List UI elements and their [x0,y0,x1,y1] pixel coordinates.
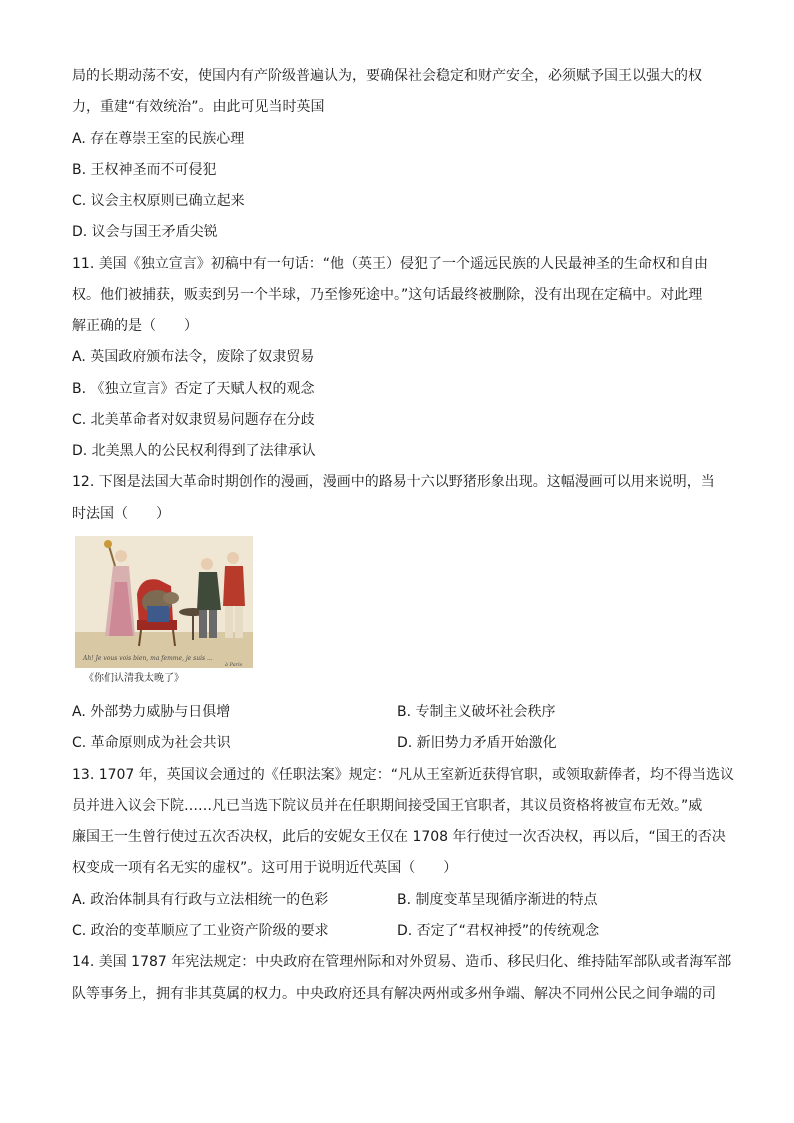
q13-stem-line: 员并进入议会下院……凡已当选下院议员并在任职期间接受国王官职者，其议员资格将被宣布无效。”威 [72,798,703,814]
q11-stem-line: 解正确的是（ ） [72,318,198,334]
q13-option-a: A. 政治体制具有行政与立法相统一的色彩 [72,892,329,908]
q11-option-a: A. 英国政府颁布法令，废除了奴隶贸易 [72,349,315,365]
q10-stem-line: 力，重建“有效统治”。由此可见当时英国 [72,99,325,115]
q11-option-b: B. 《独立宣言》否定了天赋人权的观念 [72,381,315,397]
q12-stem-line: 12. 下图是法国大革命时期创作的漫画，漫画中的路易十六以野猪形象出现。这幅漫画可以用来说明，当 [72,474,715,490]
q13-stem-line: 权变成一项有名无实的虚权”。这可用于说明近代英国（ ） [72,860,458,876]
q10-option-b: B. 王权神圣而不可侵犯 [72,162,217,178]
cartoon-signature: à Paris [225,662,243,668]
q11-stem-line: 权。他们被捕获，贩卖到另一个半球，乃至惨死途中。”这句话最终被删除，没有出现在定稿中。对此理 [72,287,703,303]
q13-option-d: D. 否定了“君权神授”的传统观念 [397,923,600,939]
q11-option-d: D. 北美黑人的公民权利得到了法律承认 [72,443,316,459]
q10-option-d: D. 议会与国王矛盾尖锐 [72,224,218,240]
q12-option-d: D. 新旧势力矛盾开始激化 [397,735,557,751]
q11-stem-line: 11. 美国《独立宣言》初稿中有一句话：“他（英王）侵犯了一个遥远民族的人民最神圣的生命权和自由 [72,256,708,272]
q10-option-a: A. 存在尊崇王室的民族心理 [72,131,245,147]
q14-stem-line: 队等事务上，拥有非其莫属的权力。中央政府还具有解决两州或多州争端、解决不同州公民之间争端的司 [72,986,716,1002]
q13-option-c: C. 政治的变革顺应了工业资产阶级的要求 [72,923,329,939]
q10-stem-line: 局的长期动荡不安，使国内有产阶级普遍认为，要确保社会稳定和财产安全，必须赋予国王以强大的权 [72,68,702,84]
q13-stem-line: 13. 1707 年，英国议会通过的《任职法案》规定：“凡从王室新近获得官职，或领取薪俸者，均不得当选议 [72,767,735,783]
cartoon-inscription: Ah! Je vous vois bien, ma femme, je suis ... [83,655,213,662]
q11-option-c: C. 北美革命者对奴隶贸易问题存在分歧 [72,412,315,428]
q13-option-b: B. 制度变革呈现循序渐进的特点 [397,892,598,908]
q10-option-c: C. 议会主权原则已确立起来 [72,193,245,209]
q12-stem-line: 时法国（ ） [72,506,170,522]
q12-option-c: C. 革命原则成为社会共识 [72,735,231,751]
q14-stem-line: 14. 美国 1787 年宪法规定：中央政府在管理州际和对外贸易、造币、移民归化、维持陆军部队或者海军部 [72,954,732,970]
q13-stem-line: 廉国王一生曾行使过五次否决权，此后的安妮女王仅在 1708 年行使过一次否决权，再以后，“国王的否决 [72,829,726,845]
q12-option-b: B. 专制主义破坏社会秩序 [397,704,556,720]
cartoon-image [75,536,253,668]
q12-option-a: A. 外部势力威胁与日俱增 [72,704,231,720]
cartoon-caption: 《你们认清我太晚了》 [84,673,184,684]
cartoon-illustration [75,536,253,668]
